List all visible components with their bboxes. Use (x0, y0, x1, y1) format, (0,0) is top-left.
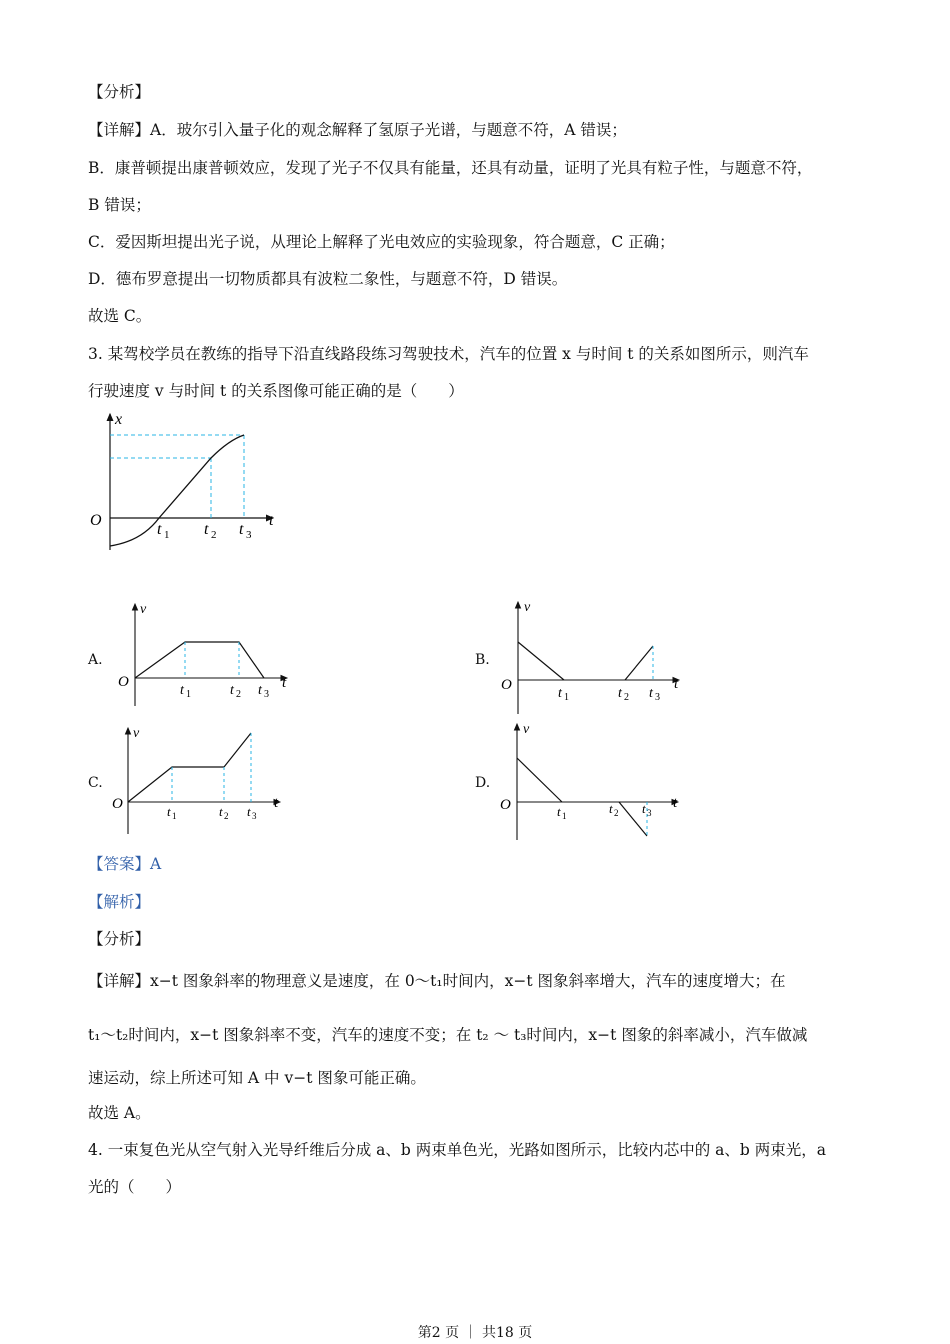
c-t1-sub: 1 (172, 811, 177, 821)
choose-a: 故选 A。 (88, 1104, 151, 1122)
x-axis-label: x (115, 411, 123, 428)
d-t-label: t (673, 795, 678, 811)
option-a-graph (112, 600, 292, 710)
d-t2: t (609, 801, 613, 816)
detail-q3-line3: 速运动，综上所述可知 A 中 v−t 图象可能正确。 (88, 1069, 426, 1087)
t2-sub: 2 (211, 529, 217, 541)
c-t1: t (167, 804, 171, 819)
analysis-heading-2: 【分析】 (88, 930, 151, 948)
c-curve (128, 733, 251, 802)
detail-c: C．爱因斯坦提出光子说，从理论上解释了光电效应的实验现象，符合题意，C 正确； (88, 233, 675, 251)
question-3-line2: 行驶速度 v 与时间 t 的关系图像可能正确的是（ ） (88, 382, 464, 400)
b-curve-1 (518, 642, 564, 680)
a-t-label: t (282, 675, 287, 691)
jiexi-heading: 【解析】 (88, 893, 151, 911)
t3-sub: 3 (246, 529, 252, 541)
d-t1-sub: 1 (562, 811, 567, 821)
d-v-label: v (523, 722, 530, 737)
xt-curve (110, 435, 244, 546)
c-t2: t (219, 804, 223, 819)
b-t-label: t (674, 676, 679, 692)
t1-sub: 1 (164, 529, 170, 541)
b-t2-sub: 2 (624, 692, 629, 703)
t1-label: t (157, 521, 162, 538)
detail-q3-line1: 【详解】x−t 图象斜率的物理意义是速度，在 0～t₁时间内，x−t 图象斜率增大，汽车的速度增大；在 (88, 972, 786, 990)
analysis-heading: 【分析】 (88, 83, 151, 101)
a-v-label: v (140, 602, 147, 617)
t-axis-label: t (269, 512, 274, 529)
answer-line: 【答案】A (88, 855, 162, 873)
option-c-label: C. (88, 775, 103, 791)
c-v-label: v (133, 726, 140, 741)
option-b-label: B. (475, 652, 490, 668)
d-curve-1 (517, 758, 562, 802)
d-t1: t (557, 804, 561, 819)
option-c-graph (108, 724, 288, 836)
a-curve (135, 642, 264, 678)
b-t3: t (649, 686, 653, 701)
b-v-label: v (524, 600, 531, 615)
question-4-line1: 4. 一束复色光从空气射入光导纤维后分成 a、b 两束单色光，光路如图所示，比较内芯中的 a、b 两束光，a (88, 1141, 826, 1159)
option-b-graph (497, 598, 687, 716)
option-d-graph (496, 720, 686, 842)
t3-label: t (239, 521, 244, 538)
question-4-line2: 光的（ ） (88, 1178, 182, 1196)
t2-label: t (204, 521, 209, 538)
d-t2-sub: 2 (614, 808, 619, 818)
question-3-line1: 3. 某驾校学员在教练的指导下沿直线路段练习驾驶技术，汽车的位置 x 与时间 t 的关系如图所示，则汽车 (88, 345, 809, 363)
b-origin: O (501, 677, 512, 693)
b-curve-2 (625, 646, 653, 680)
c-t-label: t (274, 795, 279, 811)
option-d-label: D. (475, 775, 491, 791)
c-t3: t (247, 804, 251, 819)
detail-q3-line2: t₁～t₂时间内，x−t 图象斜率不变，汽车的速度不变；在 t₂ ～ t₃时间内，x−t 图象的斜率减小，汽车做减 (88, 1026, 808, 1044)
c-t3-sub: 3 (252, 811, 257, 821)
c-origin: O (112, 796, 123, 812)
detail-a: 【详解】A．玻尔引入量子化的观念解释了氢原子光谱，与题意不符，A 错误； (88, 121, 627, 139)
a-t2: t (230, 683, 234, 698)
a-t3: t (258, 683, 262, 698)
d-origin: O (500, 797, 511, 813)
a-t1-sub: 1 (186, 689, 191, 700)
c-t2-sub: 2 (224, 811, 229, 821)
b-t3-sub: 3 (655, 692, 660, 703)
origin-label: O (90, 512, 102, 529)
detail-b: B．康普顿提出康普顿效应，发现了光子不仅具有能量，还具有动量，证明了光具有粒子性，与题意不符， (88, 159, 813, 177)
b-t1-sub: 1 (564, 692, 569, 703)
a-t1: t (180, 683, 184, 698)
d-t3-sub: 3 (647, 808, 652, 818)
option-a-label: A. (88, 652, 103, 668)
b-t1: t (558, 686, 562, 701)
xt-graph (85, 408, 285, 553)
detail-d: D．德布罗意提出一切物质都具有波粒二象性，与题意不符，D 错误。 (88, 270, 568, 288)
page-footer: 第2 页 ｜ 共18 页 (417, 1325, 533, 1341)
a-t2-sub: 2 (236, 689, 241, 700)
a-origin: O (118, 674, 129, 690)
d-t3: t (642, 801, 646, 816)
choose-c: 故选 C。 (88, 307, 152, 325)
b-t2: t (618, 686, 622, 701)
a-t3-sub: 3 (264, 689, 269, 700)
detail-b-cont: B 错误； (88, 196, 151, 214)
